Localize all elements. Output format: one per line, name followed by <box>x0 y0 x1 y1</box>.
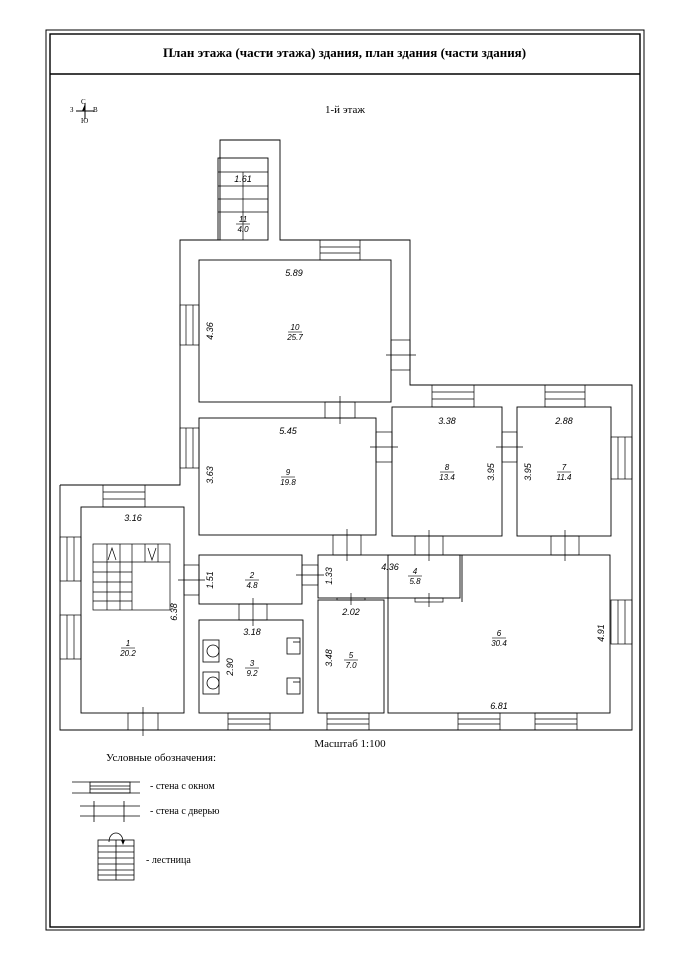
dimension-label: 1.61 <box>234 174 252 184</box>
window-icon <box>180 305 199 345</box>
window-icon <box>611 437 632 479</box>
door-icon <box>386 340 416 370</box>
room-number: 7 <box>561 463 567 472</box>
window-icon <box>60 615 81 659</box>
room-number: 9 <box>285 468 291 477</box>
room-area: 30.4 <box>491 639 507 648</box>
window-icon <box>320 240 360 260</box>
door-icon <box>239 598 267 626</box>
compass-west-label: З <box>70 106 74 114</box>
window-icon <box>432 385 474 407</box>
dimension-label: 4.36 <box>205 322 215 340</box>
door-icon <box>370 432 398 462</box>
dimension-label: 3.95 <box>523 463 533 481</box>
outer-wall <box>60 140 632 730</box>
room-number: 8 <box>444 463 450 472</box>
dimension-label: 4.91 <box>596 624 606 642</box>
dimension-label: 5.89 <box>285 268 303 278</box>
room-area: 9.2 <box>246 669 258 678</box>
dimension-label: 3.95 <box>486 463 496 481</box>
dimension-label: 2.02 <box>342 607 360 617</box>
doors <box>125 340 579 736</box>
scale-label: Масштаб 1:100 <box>314 738 386 750</box>
room-number: 3 <box>249 659 255 668</box>
door-icon <box>325 396 355 424</box>
window-icon <box>180 428 199 468</box>
door-icon <box>128 707 158 736</box>
door-icon <box>333 529 361 561</box>
window-icon <box>535 713 577 730</box>
legend-stairs-label: - лестница <box>146 855 191 866</box>
door-icon <box>415 593 443 607</box>
dimension-label: 6.81 <box>490 701 508 711</box>
dimension-label: 3.18 <box>243 627 261 637</box>
legend-door-icon <box>80 801 140 822</box>
room-area: 11.4 <box>556 473 572 482</box>
legend-stairs-icon <box>98 833 134 880</box>
window-icon <box>458 713 500 730</box>
room-area: 5.8 <box>409 577 421 586</box>
room-area: 4.0 <box>237 225 249 234</box>
room-area: 19.8 <box>280 478 296 487</box>
window-icon <box>327 713 369 730</box>
page-title: План этажа (части этажа) здания, план здания (части здания) <box>162 45 527 60</box>
door-icon <box>496 432 523 462</box>
room-area: 4.8 <box>246 581 258 590</box>
window-icon <box>228 713 270 730</box>
building-plan <box>60 140 632 736</box>
legend-window-label: - стена с окном <box>150 781 215 792</box>
room-area: 20.2 <box>120 649 136 658</box>
dimension-label: 3.63 <box>205 466 215 484</box>
compass-east-label: В <box>93 106 98 114</box>
room-number: 5 <box>348 651 354 660</box>
door-icon <box>178 565 205 595</box>
window-icon <box>545 385 585 407</box>
door-icon <box>296 565 324 585</box>
dimension-label: 6.38 <box>169 603 179 621</box>
dimension-label: 5.45 <box>279 426 297 436</box>
window-icon <box>60 537 81 581</box>
room-area: 7.0 <box>345 661 357 670</box>
outer-frame <box>46 30 644 930</box>
dimension-label: 2.90 <box>225 658 235 676</box>
dimension-label: 3.38 <box>438 416 456 426</box>
dimension-label: 1.33 <box>324 567 334 585</box>
dimension-label: 2.88 <box>555 416 573 426</box>
room-area: 13.4 <box>439 473 455 482</box>
door-icon <box>551 530 579 561</box>
window-icon <box>611 600 632 644</box>
stairs-1-icon <box>93 544 170 610</box>
dimension-label: 1.51 <box>205 571 215 589</box>
compass-south-label: Ю <box>81 117 89 125</box>
window-icon <box>103 485 145 507</box>
room-area: 25.7 <box>287 333 303 342</box>
room-number: 4 <box>412 567 418 576</box>
room-number: 6 <box>496 629 502 638</box>
dimension-labels <box>124 174 606 711</box>
door-icon <box>337 593 365 605</box>
floor-label: 1-й этаж <box>325 104 365 116</box>
compass-north-label: С <box>81 98 86 106</box>
legend-door-label: - стена с дверью <box>150 806 220 817</box>
room-number: 10 <box>290 323 300 332</box>
door-icon <box>415 530 443 561</box>
dimension-label: 4.36 <box>381 562 399 572</box>
room-number: 1 <box>125 639 131 648</box>
legend-title: Условные обозначения: <box>106 752 217 764</box>
dimension-label: 3.16 <box>124 513 142 523</box>
room-number: 11 <box>238 215 248 224</box>
dimension-label: 3.48 <box>324 649 334 667</box>
room-number: 2 <box>249 571 255 580</box>
legend-window-icon <box>72 782 140 793</box>
